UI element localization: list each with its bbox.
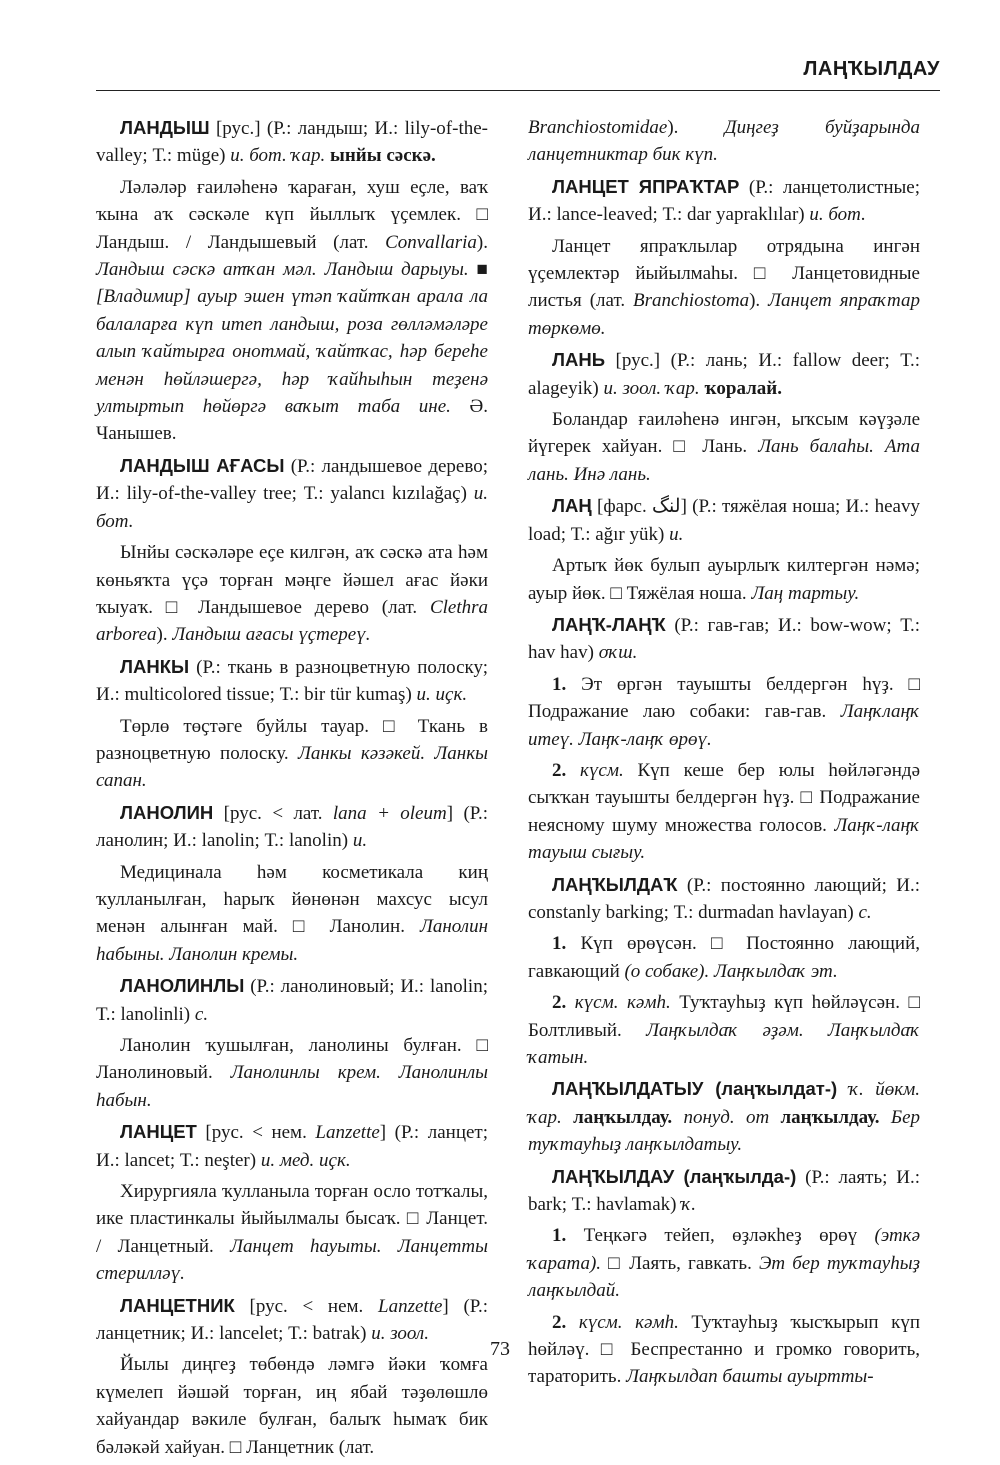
definition	[96, 1178, 488, 1288]
labels: и. зоол.	[371, 1323, 429, 1345]
labels: ҡ. йөкм. ҡар.	[528, 1079, 920, 1128]
left-column	[96, 114, 488, 1465]
example: Эт бер туҡтауһыҙ лаңҡылдай.	[528, 1252, 920, 1302]
definition-text: Теңкәгә тейеп, өҙләкһеҙ өрөү	[566, 1225, 875, 1247]
latin-name: Branchiostomidae	[528, 117, 668, 138]
definition-text: Ланолин ҡушылған, ланолины булған. □ Ланолиновый.	[96, 1035, 488, 1084]
etymon: Lanzette	[378, 1295, 443, 1317]
entry-lan	[528, 346, 920, 402]
example: Лань балаһы. Ата лань. Инә лань.	[528, 436, 920, 485]
labels: күсм.	[566, 759, 624, 781]
header-rule	[96, 90, 940, 91]
grammar: (Р.: ланолиновый; И.: lanolin; Т.: lanolinli)	[96, 976, 488, 1025]
quote-author: Ә. Чанышев.	[96, 396, 488, 445]
cross-reference: лаңҡылдау.	[561, 1106, 673, 1128]
definition-text: Төрлө төҫтәге буйлы тауар. □ Ткань в разноцветную полоску.	[96, 715, 488, 764]
grammar: (Р.: лаять; И.: bark; Т.: havlamak)	[528, 1166, 920, 1216]
stem: (лаңҡылда-)	[674, 1165, 797, 1187]
definition-text: Туҡтауһыҙ ҡысҡырып күп һөйләү. □ Беспрестанно и громко говорить, тараторить.	[528, 1311, 920, 1388]
definition	[96, 174, 488, 448]
sense-1	[528, 930, 920, 985]
sense-1	[528, 671, 920, 753]
definition-text: Эт өргән тауышты белдергән һүҙ. □ Подражание лаю собаки: гав-гав.	[528, 673, 920, 723]
labels: ҡ.	[681, 1194, 696, 1216]
latin-name: Convallaria	[385, 231, 477, 253]
headword: ЛАНЦЕТ ЯПРАҠТАР	[552, 175, 740, 197]
grammar: [рус. < нем.	[234, 1295, 379, 1317]
usage-note: (о собаке).	[624, 960, 710, 982]
labels: күсм. кәмһ.	[566, 992, 671, 1014]
example: Ландыш сәскә атҡан мәл. Ландыш дарыуы.	[96, 259, 469, 281]
entry-langk-langk	[528, 611, 920, 667]
definition-text: Боландар ғаиләһенә ингән, ыҡсым кәүҙәле йүгерек хайуан. □ Лань.	[528, 409, 920, 458]
grammar: [фарс. لنگ] (Р.: тяжёлая ноша; И.: heavy load; Т.: ağır yük)	[528, 496, 920, 545]
equivalent: ҡоралай.	[699, 377, 783, 399]
etymon: Lanzette	[315, 1122, 380, 1144]
headword: ЛАНЬ	[552, 349, 605, 371]
definition	[528, 552, 920, 607]
definition-text: Күп кеше бер юлы һөйләгәндә сыҡҡан тауышты белдергән һүҙ. □ Подражание неясному шуму множества голосов.	[528, 759, 920, 836]
grammar: (Р.: ландышевое дерево; И.: lily-of-the-valley tree; Т.: yalancı kızılağaç)	[96, 455, 488, 505]
equivalent: ынйы сәскә.	[325, 145, 436, 167]
example: Ланолин һабыны. Ланолин кремы.	[96, 916, 488, 965]
example: Ланкы кәзәкей. Ланкы сапан.	[96, 742, 488, 792]
entry-landysh	[96, 114, 488, 170]
sense-number: 2.	[552, 1311, 567, 1333]
labels: и. бот.	[809, 204, 866, 226]
example: Лаңҡлаңҡ итеү. Лаңҡ-лаңҡ өрөү.	[528, 701, 920, 750]
grammar: (Р.: ланцетолистные; И.: lance-leaved; Т.: dar yapraklılar)	[528, 176, 920, 226]
entry-lanolinly	[96, 972, 488, 1028]
sense-2	[528, 757, 920, 867]
sense-number: 1.	[552, 1225, 567, 1247]
definition	[528, 406, 920, 488]
entry-lancet-japraktar	[528, 173, 920, 229]
right-column	[528, 114, 920, 1395]
grammar: [рус.] (Р.: лань; И.: fallow deer; Т.: alageyik)	[528, 350, 920, 399]
latin-name: Clethra arborea	[96, 596, 488, 646]
cross-reference: лаңҡылдау.	[769, 1106, 880, 1128]
latin-name: Branchiostoma	[633, 290, 750, 312]
labels: и.	[669, 523, 684, 545]
labels: и.	[352, 830, 368, 852]
sense-number: 1.	[552, 933, 567, 955]
sense-1	[528, 1222, 920, 1304]
sense-number: 1.	[552, 673, 567, 695]
headword: ЛАНЦЕТ	[120, 1121, 197, 1143]
grammar: ] (Р.: ланолин; И.: lanolin; Т.: lanolin)	[96, 802, 488, 852]
grammar: (Р.: постоянно лающий; И.: constanly barking; Т.: durmadan havlayan)	[528, 874, 920, 923]
labels: с.	[858, 901, 872, 923]
definition	[96, 713, 488, 795]
grammar: (Р.: гав-гав; И.: bow-wow; Т.: hav hav)	[528, 614, 920, 664]
labels: с.	[194, 1003, 209, 1025]
example: Бер туҡтауһыҙ лаңҡылдатыу.	[528, 1106, 921, 1156]
example: Ланолинлы крем. Ланолинлы һабын.	[96, 1062, 488, 1111]
grammar: ] (Р.: ланцет; И.: lancet; Т.: neşter)	[96, 1122, 489, 1171]
labels: и. мед. иҫк.	[260, 1149, 351, 1171]
definition-text: Туҡтауһыҙ күп һөйләүсән. □ Болтливый.	[528, 992, 920, 1041]
grammar: [рус.] (Р.: ландыш; И.: lily-of-the-valley; Т.: müge)	[96, 118, 488, 167]
quote-marker: ■	[468, 259, 488, 281]
example: Лаңҡылдап башты ауыртты-	[626, 1366, 874, 1388]
headword: ЛАҢҠЫЛДАУ	[552, 1165, 675, 1187]
entry-langkyldatyu	[528, 1075, 920, 1158]
punct: ).	[667, 117, 725, 138]
headword: ЛАНОЛИНЛЫ	[120, 975, 245, 997]
grammar: [рус. < нем.	[196, 1122, 316, 1144]
headword: ЛАҢҠЫЛДАҠ	[552, 873, 678, 895]
headword: ЛАҢҠ-ЛАҢҠ	[552, 613, 666, 635]
definition-text: Медицинала һәм косметикала киң ҡулланылған, һарыҡ йөнөнән махсус ысул менән алынған май. □ Ланолин.	[96, 861, 488, 938]
definition-text: Күп өрөүсән. □ Постоянно лающий, гавкающий	[528, 933, 920, 982]
headword: ЛАҢ	[552, 495, 592, 517]
headword: ЛАНОЛИН	[120, 801, 214, 823]
continuation	[528, 114, 920, 169]
example: Диңгеҙ буйҙарында ланцетниктар бик күп.	[528, 117, 921, 166]
headword: ЛАНЦЕТНИК	[120, 1294, 235, 1316]
sense-number: 2.	[552, 759, 567, 781]
definition-text: Йылы диңгеҙ төбөндә ләмгә йәки ҡомға күмелеп йәшәй торған, иң ябай тәҙөлөшлө хайуандар вәкиле булған, балыҡ һымаҡ бик бәләкәй хайуан. □ Ланцетник (лат.	[96, 1354, 488, 1458]
definition	[96, 1032, 488, 1114]
labels: и. бот.	[96, 483, 488, 532]
headword: ЛАҢҠЫЛДАТЫУ	[552, 1078, 704, 1100]
headword: ЛАНКЫ	[120, 655, 190, 677]
sense-number: 2.	[552, 992, 567, 1014]
definition-text: Хирургияла ҡулланыла торған осло тотҡалы, ике пластинкалы йыйылмалы бысаҡ. □ Ланцет. / Ланцетный.	[96, 1181, 488, 1257]
example: Ланцет һауыты. Ланцетты стериллəү.	[96, 1235, 488, 1285]
entry-lanolin	[96, 799, 488, 855]
labels: күсм. кәмһ.	[566, 1311, 679, 1333]
example: Лаң тартыу.	[751, 582, 860, 604]
definition-text: Ынйы сәскәләре еҫе килгән, аҡ сәскә ата һәм көньяҡта үҫә торған мәңге йәшел ағас йәки ҡыуаҡ. □ Ландышевое дерево (лат.	[96, 542, 488, 618]
quote: [Владимир] ауыр эшен үтәп ҡайтҡан арала ла балаларға күп итеп ландыш, роза гөлләмәләре алып ҡайтырға онотмай, ҡайтҡас, һәр береһе менән һөйләшергә, һәр ҡайһыһын теҙенә ултыртып һөйөргә ваҡыт таба ине.	[96, 286, 488, 418]
example: Ланцет япраҡтар төркөмө.	[528, 290, 920, 339]
entry-langkyldak	[528, 871, 920, 927]
entry-lanky	[96, 653, 488, 709]
page-number: 73	[490, 1338, 510, 1360]
grammar: ] (Р.: ланцетник; И.: lancelet; Т.: batrak)	[96, 1295, 488, 1345]
labels: и. иҫк.	[416, 684, 468, 706]
punct: ).	[749, 290, 769, 312]
headword: ЛАНДЫШ	[120, 117, 210, 138]
definition	[528, 233, 920, 343]
example: Лаңҡылдаҡ эт.	[709, 960, 838, 982]
entry-langkyldau	[528, 1163, 920, 1219]
grammar: (Р.: ткань в разноцветную полоску; И.: multicolored tissue; Т.: bir tür kumaş)	[96, 656, 488, 706]
example: Лаңҡ-лаңҡ тауыш сығыу.	[528, 814, 920, 864]
definition	[96, 539, 488, 649]
punct: ).	[476, 231, 488, 253]
sense-2	[528, 989, 920, 1071]
grammar: [рус. < лат.	[213, 802, 333, 824]
definition-text: Ләләләр ғаиләһенә ҡараған, хуш еҫле, ваҡ ҡына аҡ сәскәле күп йыллыҡ үҫемлек. □ Ландыш. / Ландышевый (лат.	[96, 176, 488, 253]
stem: (лаңҡылдат-)	[703, 1078, 849, 1100]
labels: оҡш.	[598, 642, 638, 664]
headword: ЛАНДЫШ АҒАСЫ	[120, 454, 285, 476]
entry-lang	[528, 492, 920, 548]
labels: и. зоол. ҡар.	[603, 377, 700, 399]
definition-text: □ Лаять, гавкать.	[601, 1252, 759, 1274]
entry-landysh-agasy	[96, 452, 488, 535]
example: Ландыш ағасы үҫтереү.	[172, 624, 371, 646]
labels: и. бот. ҡар.	[230, 145, 326, 167]
etymon: lana + oleum	[332, 802, 447, 824]
entry-lancet	[96, 1118, 488, 1174]
running-head: ЛАҢҠЫЛДАУ	[803, 58, 940, 80]
labels: понуд. от	[672, 1106, 770, 1128]
usage-note: (эткә ҡарата).	[528, 1225, 920, 1274]
example: Лаңҡылдаҡ әҙәм. Лаңҡылдаҡ ҡатын.	[528, 1019, 920, 1068]
definition	[96, 859, 488, 969]
definition-text: Артыҡ йөк булып ауырлыҡ килтергән нәмә; ауыр йөк. □ Тяжёлая ноша.	[528, 555, 920, 604]
definition-text: Ланцет япраҡлылар отрядына ингән үҫемлектәр йыйылмаһы. □ Ланцетовидные листья (лат.	[528, 235, 920, 312]
punct: ).	[156, 624, 173, 646]
